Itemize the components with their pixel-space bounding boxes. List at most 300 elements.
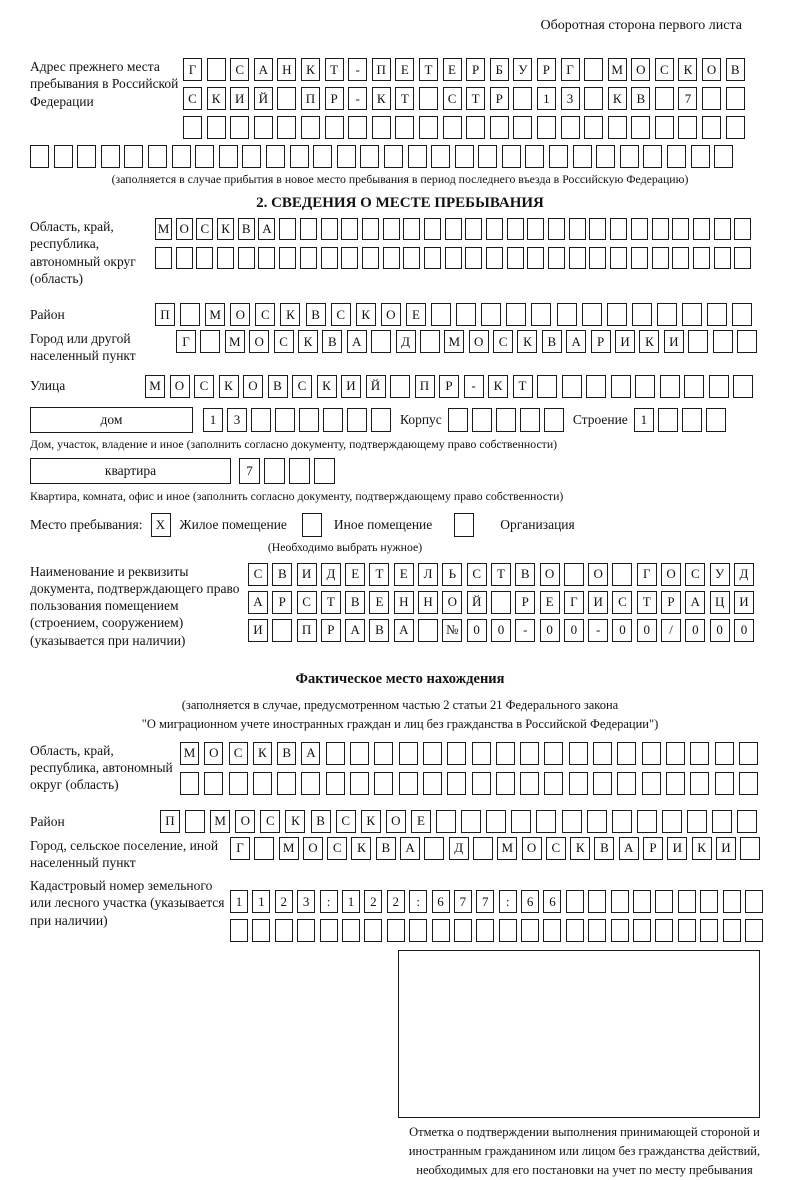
char-box[interactable]: Н [277, 58, 296, 81]
char-box[interactable]: С [467, 563, 487, 586]
char-box[interactable] [733, 375, 753, 398]
char-box[interactable]: В [306, 303, 326, 326]
char-box[interactable]: Р [591, 330, 611, 353]
char-box[interactable] [472, 772, 491, 795]
char-box[interactable] [714, 247, 731, 269]
char-box[interactable] [715, 772, 734, 795]
char-box[interactable] [566, 890, 584, 913]
char-box[interactable] [478, 145, 497, 168]
char-box[interactable] [709, 375, 729, 398]
char-box[interactable] [633, 919, 651, 942]
char-box[interactable] [30, 145, 49, 168]
char-box[interactable]: О [661, 563, 681, 586]
char-box[interactable] [313, 145, 332, 168]
char-box[interactable]: К [219, 375, 239, 398]
checkbox-organization[interactable] [454, 513, 474, 537]
char-box[interactable] [607, 303, 627, 326]
char-box[interactable]: П [297, 619, 317, 642]
char-box[interactable] [325, 116, 344, 139]
char-box[interactable] [643, 145, 662, 168]
char-box[interactable] [436, 810, 456, 833]
char-box[interactable] [548, 218, 565, 240]
char-box[interactable] [712, 810, 732, 833]
char-box[interactable]: 0 [734, 619, 754, 642]
char-box[interactable] [409, 919, 427, 942]
char-box[interactable]: К [361, 810, 381, 833]
char-box[interactable] [472, 742, 491, 765]
char-box[interactable]: К [280, 303, 300, 326]
char-box[interactable] [207, 58, 226, 81]
char-box[interactable] [561, 116, 580, 139]
char-box[interactable]: Ь [442, 563, 462, 586]
char-box[interactable]: М [155, 218, 172, 240]
char-box[interactable]: С [229, 742, 248, 765]
char-box[interactable] [491, 591, 511, 614]
char-box[interactable] [337, 145, 356, 168]
char-box[interactable]: М [205, 303, 225, 326]
char-box[interactable]: П [372, 58, 391, 81]
char-box[interactable] [372, 116, 391, 139]
char-box[interactable]: И [734, 591, 754, 614]
char-box[interactable]: : [499, 890, 517, 913]
char-box[interactable]: В [594, 837, 614, 860]
char-box[interactable]: В [322, 330, 342, 353]
char-box[interactable]: К [372, 87, 391, 110]
char-box[interactable]: К [639, 330, 659, 353]
char-box[interactable] [631, 116, 650, 139]
char-box[interactable] [176, 247, 193, 269]
char-box[interactable] [521, 919, 539, 942]
char-box[interactable] [499, 919, 517, 942]
char-box[interactable]: С [546, 837, 566, 860]
char-box[interactable] [666, 742, 685, 765]
char-box[interactable] [596, 145, 615, 168]
char-box[interactable] [691, 145, 710, 168]
char-box[interactable] [277, 87, 296, 110]
char-box[interactable]: : [320, 890, 338, 913]
char-box[interactable] [155, 247, 172, 269]
char-box[interactable] [612, 810, 632, 833]
char-box[interactable] [448, 408, 468, 432]
char-box[interactable] [204, 772, 223, 795]
char-box[interactable]: М [180, 742, 199, 765]
char-box[interactable]: Г [637, 563, 657, 586]
char-box[interactable]: О [243, 375, 263, 398]
char-box[interactable]: К [253, 742, 272, 765]
char-box[interactable] [230, 116, 249, 139]
char-box[interactable]: № [442, 619, 462, 642]
char-box[interactable]: А [254, 58, 273, 81]
char-box[interactable] [652, 218, 669, 240]
char-box[interactable]: 2 [387, 890, 405, 913]
char-box[interactable] [301, 116, 320, 139]
char-box[interactable] [466, 116, 485, 139]
char-box[interactable]: С [655, 58, 674, 81]
char-box[interactable] [655, 919, 673, 942]
char-box[interactable]: Г [230, 837, 250, 860]
char-box[interactable] [242, 145, 261, 168]
char-box[interactable]: М [444, 330, 464, 353]
char-box[interactable] [655, 87, 674, 110]
char-box[interactable]: 6 [521, 890, 539, 913]
char-box[interactable] [420, 330, 440, 353]
char-box[interactable] [544, 408, 564, 432]
char-box[interactable] [611, 890, 629, 913]
char-box[interactable] [195, 145, 214, 168]
char-box[interactable]: Р [515, 591, 535, 614]
char-box[interactable]: М [210, 810, 230, 833]
char-box[interactable]: С [194, 375, 214, 398]
char-box[interactable]: О [381, 303, 401, 326]
char-box[interactable]: О [386, 810, 406, 833]
char-box[interactable] [419, 87, 438, 110]
char-box[interactable] [473, 837, 493, 860]
char-box[interactable]: Т [637, 591, 657, 614]
char-box[interactable] [238, 247, 255, 269]
char-box[interactable] [633, 890, 651, 913]
char-box[interactable] [706, 408, 726, 432]
char-box[interactable]: 0 [710, 619, 730, 642]
char-box[interactable] [588, 890, 606, 913]
char-box[interactable]: Р [661, 591, 681, 614]
char-box[interactable]: С [331, 303, 351, 326]
char-box[interactable]: М [497, 837, 517, 860]
char-box[interactable] [395, 116, 414, 139]
checkbox-residential[interactable]: X [151, 513, 171, 537]
char-box[interactable]: 7 [678, 87, 697, 110]
char-box[interactable] [360, 145, 379, 168]
char-box[interactable] [588, 919, 606, 942]
char-box[interactable] [229, 772, 248, 795]
char-box[interactable]: О [702, 58, 721, 81]
char-box[interactable] [672, 218, 689, 240]
char-box[interactable] [564, 563, 584, 586]
char-box[interactable]: В [369, 619, 389, 642]
char-box[interactable] [326, 772, 345, 795]
char-box[interactable]: А [619, 837, 639, 860]
char-box[interactable]: Р [325, 87, 344, 110]
char-box[interactable]: Е [540, 591, 560, 614]
char-box[interactable]: О [303, 837, 323, 860]
char-box[interactable] [611, 919, 629, 942]
char-box[interactable]: В [631, 87, 650, 110]
char-box[interactable] [148, 145, 167, 168]
char-box[interactable]: Е [411, 810, 431, 833]
char-box[interactable]: Г [564, 591, 584, 614]
char-box[interactable]: К [488, 375, 508, 398]
char-box[interactable] [341, 218, 358, 240]
char-box[interactable]: 0 [491, 619, 511, 642]
char-box[interactable]: 6 [432, 890, 450, 913]
char-box[interactable]: 1 [537, 87, 556, 110]
char-box[interactable] [465, 247, 482, 269]
char-box[interactable] [557, 303, 577, 326]
char-box[interactable]: К [351, 837, 371, 860]
char-box[interactable]: Е [406, 303, 426, 326]
char-box[interactable] [635, 375, 655, 398]
char-box[interactable] [185, 810, 205, 833]
char-box[interactable]: Ц [710, 591, 730, 614]
char-box[interactable] [258, 247, 275, 269]
char-box[interactable]: О [176, 218, 193, 240]
char-box[interactable]: Т [491, 563, 511, 586]
char-box[interactable]: С [612, 591, 632, 614]
char-box[interactable] [702, 116, 721, 139]
char-box[interactable] [525, 145, 544, 168]
char-box[interactable] [700, 890, 718, 913]
char-box[interactable] [347, 408, 367, 432]
char-box[interactable]: - [348, 87, 367, 110]
char-box[interactable] [424, 218, 441, 240]
char-box[interactable] [54, 145, 73, 168]
char-box[interactable] [465, 218, 482, 240]
char-box[interactable] [300, 247, 317, 269]
char-box[interactable]: Е [395, 58, 414, 81]
char-box[interactable] [682, 408, 702, 432]
char-box[interactable] [506, 303, 526, 326]
char-box[interactable] [275, 919, 293, 942]
char-box[interactable]: Б [490, 58, 509, 81]
char-box[interactable] [584, 116, 603, 139]
char-box[interactable]: И [716, 837, 736, 860]
char-box[interactable] [610, 218, 627, 240]
char-box[interactable] [266, 145, 285, 168]
char-box[interactable] [587, 810, 607, 833]
char-box[interactable]: П [155, 303, 175, 326]
char-box[interactable]: 2 [364, 890, 382, 913]
char-box[interactable]: И [615, 330, 635, 353]
char-box[interactable] [423, 742, 442, 765]
char-box[interactable]: Г [183, 58, 202, 81]
char-box[interactable] [737, 810, 757, 833]
char-box[interactable] [486, 810, 506, 833]
char-box[interactable] [544, 742, 563, 765]
char-box[interactable]: С [336, 810, 356, 833]
char-box[interactable]: В [726, 58, 745, 81]
char-box[interactable] [362, 218, 379, 240]
char-box[interactable]: 3 [297, 890, 315, 913]
char-box[interactable] [631, 218, 648, 240]
char-box[interactable]: А [685, 591, 705, 614]
char-box[interactable] [217, 247, 234, 269]
char-box[interactable] [445, 247, 462, 269]
char-box[interactable]: К [285, 810, 305, 833]
char-box[interactable] [715, 742, 734, 765]
char-box[interactable] [569, 247, 586, 269]
char-box[interactable] [531, 303, 551, 326]
char-box[interactable]: Р [321, 619, 341, 642]
char-box[interactable] [183, 116, 202, 139]
char-box[interactable] [569, 218, 586, 240]
char-box[interactable]: М [279, 837, 299, 860]
char-box[interactable] [326, 742, 345, 765]
char-box[interactable] [277, 116, 296, 139]
char-box[interactable]: К [207, 87, 226, 110]
char-box[interactable] [321, 247, 338, 269]
char-box[interactable] [252, 919, 270, 942]
char-box[interactable]: А [394, 619, 414, 642]
char-box[interactable] [371, 330, 391, 353]
char-box[interactable]: 0 [685, 619, 705, 642]
char-box[interactable]: С [196, 218, 213, 240]
char-box[interactable]: С [248, 563, 268, 586]
char-box[interactable] [678, 919, 696, 942]
char-box[interactable]: Й [366, 375, 386, 398]
char-box[interactable]: О [249, 330, 269, 353]
char-box[interactable] [432, 919, 450, 942]
char-box[interactable]: В [311, 810, 331, 833]
char-box[interactable] [301, 772, 320, 795]
char-box[interactable] [341, 247, 358, 269]
char-box[interactable]: П [160, 810, 180, 833]
char-box[interactable]: - [515, 619, 535, 642]
char-box[interactable]: - [464, 375, 484, 398]
char-box[interactable]: А [400, 837, 420, 860]
char-box[interactable]: 3 [227, 408, 247, 432]
char-box[interactable] [734, 218, 751, 240]
char-box[interactable]: Д [396, 330, 416, 353]
char-box[interactable]: 1 [203, 408, 223, 432]
char-box[interactable]: У [710, 563, 730, 586]
char-box[interactable]: О [230, 303, 250, 326]
char-box[interactable] [702, 87, 721, 110]
char-box[interactable] [476, 919, 494, 942]
char-box[interactable]: / [661, 619, 681, 642]
char-box[interactable] [323, 408, 343, 432]
char-box[interactable] [502, 145, 521, 168]
char-box[interactable]: А [566, 330, 586, 353]
char-box[interactable] [486, 247, 503, 269]
char-box[interactable]: 1 [230, 890, 248, 913]
char-box[interactable] [486, 218, 503, 240]
char-box[interactable] [383, 218, 400, 240]
char-box[interactable]: 0 [467, 619, 487, 642]
char-box[interactable]: Г [561, 58, 580, 81]
char-box[interactable]: Т [419, 58, 438, 81]
char-box[interactable]: Е [443, 58, 462, 81]
char-box[interactable] [279, 218, 296, 240]
char-box[interactable] [732, 303, 752, 326]
char-box[interactable] [527, 247, 544, 269]
char-box[interactable] [461, 810, 481, 833]
char-box[interactable]: 7 [476, 890, 494, 913]
char-box[interactable]: К [217, 218, 234, 240]
char-box[interactable]: 2 [275, 890, 293, 913]
char-box[interactable] [456, 303, 476, 326]
char-box[interactable] [593, 742, 612, 765]
char-box[interactable]: С [493, 330, 513, 353]
char-box[interactable] [549, 145, 568, 168]
char-box[interactable] [387, 919, 405, 942]
char-box[interactable]: Т [466, 87, 485, 110]
char-box[interactable]: С [685, 563, 705, 586]
char-box[interactable] [314, 458, 335, 484]
char-box[interactable]: 1 [634, 408, 654, 432]
char-box[interactable] [620, 145, 639, 168]
char-box[interactable] [657, 303, 677, 326]
char-box[interactable] [447, 742, 466, 765]
char-box[interactable] [496, 742, 515, 765]
char-box[interactable] [320, 919, 338, 942]
char-box[interactable] [527, 218, 544, 240]
char-box[interactable]: В [238, 218, 255, 240]
char-box[interactable]: В [515, 563, 535, 586]
char-box[interactable] [424, 247, 441, 269]
char-box[interactable]: О [631, 58, 650, 81]
char-box[interactable] [667, 145, 686, 168]
char-box[interactable]: О [522, 837, 542, 860]
char-box[interactable]: Р [272, 591, 292, 614]
char-box[interactable] [490, 116, 509, 139]
char-box[interactable] [180, 303, 200, 326]
char-box[interactable] [290, 145, 309, 168]
char-box[interactable] [101, 145, 120, 168]
char-box[interactable] [726, 87, 745, 110]
char-box[interactable] [637, 810, 657, 833]
char-box[interactable] [496, 772, 515, 795]
char-box[interactable]: О [235, 810, 255, 833]
char-box[interactable]: О [204, 742, 223, 765]
char-box[interactable] [445, 218, 462, 240]
char-box[interactable]: К [317, 375, 337, 398]
char-box[interactable] [384, 145, 403, 168]
char-box[interactable]: 7 [239, 458, 260, 484]
char-box[interactable] [520, 408, 540, 432]
char-box[interactable] [424, 837, 444, 860]
char-box[interactable] [593, 772, 612, 795]
char-box[interactable]: 0 [540, 619, 560, 642]
char-box[interactable] [507, 218, 524, 240]
char-box[interactable] [739, 772, 758, 795]
char-box[interactable] [390, 375, 410, 398]
char-box[interactable] [300, 218, 317, 240]
char-box[interactable] [582, 303, 602, 326]
char-box[interactable] [682, 303, 702, 326]
char-box[interactable]: Т [369, 563, 389, 586]
char-box[interactable]: С [260, 810, 280, 833]
char-box[interactable] [642, 772, 661, 795]
char-box[interactable] [690, 772, 709, 795]
char-box[interactable]: Т [325, 58, 344, 81]
char-box[interactable] [660, 375, 680, 398]
char-box[interactable] [658, 408, 678, 432]
char-box[interactable] [573, 145, 592, 168]
char-box[interactable]: Т [513, 375, 533, 398]
char-box[interactable] [272, 619, 292, 642]
char-box[interactable] [652, 247, 669, 269]
char-box[interactable] [612, 563, 632, 586]
char-box[interactable] [584, 87, 603, 110]
char-box[interactable]: 0 [637, 619, 657, 642]
char-box[interactable]: В [272, 563, 292, 586]
char-box[interactable] [723, 919, 741, 942]
char-box[interactable] [610, 247, 627, 269]
char-box[interactable] [513, 87, 532, 110]
char-box[interactable] [200, 330, 220, 353]
char-box[interactable]: - [588, 619, 608, 642]
char-box[interactable] [632, 303, 652, 326]
char-box[interactable] [277, 772, 296, 795]
char-box[interactable] [253, 772, 272, 795]
char-box[interactable]: 6 [543, 890, 561, 913]
char-box[interactable] [700, 919, 718, 942]
char-box[interactable] [321, 218, 338, 240]
char-box[interactable] [399, 772, 418, 795]
char-box[interactable]: - [348, 58, 367, 81]
char-box[interactable]: И [248, 619, 268, 642]
char-box[interactable] [219, 145, 238, 168]
char-box[interactable]: В [277, 742, 296, 765]
